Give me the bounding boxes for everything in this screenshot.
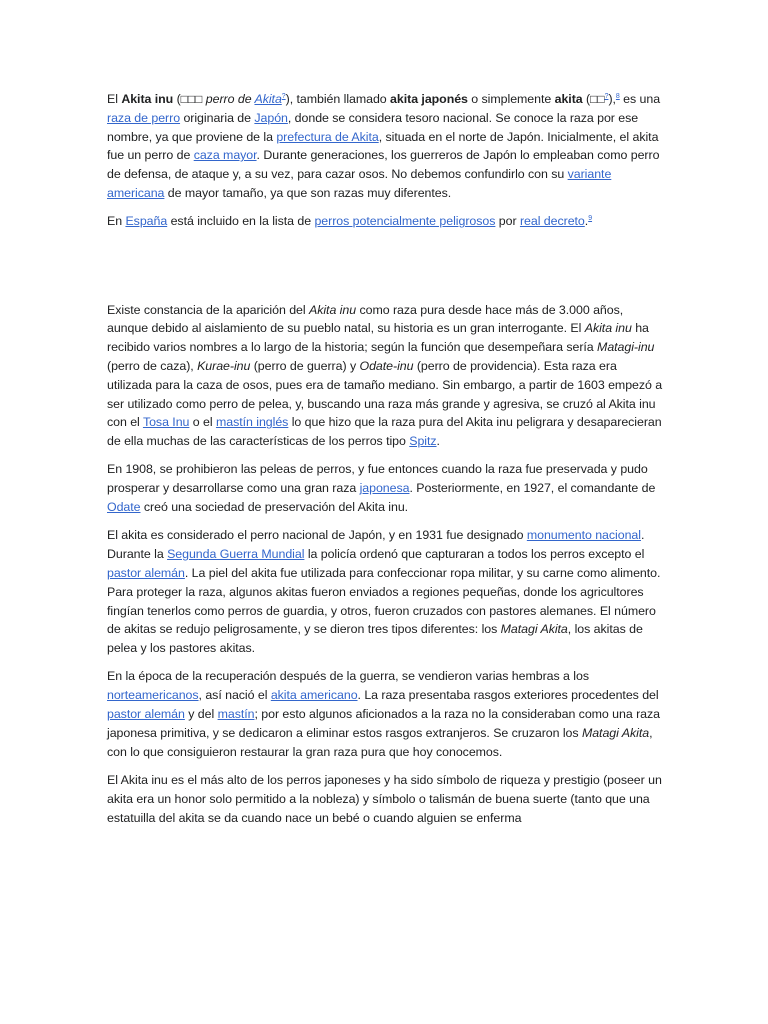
history-paragraph <box>107 301 663 451</box>
japanese-chars: □□□ <box>180 92 203 106</box>
link-real-decreto[interactable]: real decreto <box>519 214 585 229</box>
text: . <box>436 434 440 449</box>
text: ( <box>582 92 591 106</box>
text: El Akita inu es el más alto de los perros japoneses y ha sido símbolo de riqueza y prestigio (poseer un akita era un honor solo permitido a la nobleza) y símbolo o talismán de buena suerte (tanto que una estatuilla del akita se da cuando nace un bebé o cuando alguien se enferma <box>107 772 662 825</box>
intro-paragraph <box>107 90 663 203</box>
text: . <box>584 214 589 229</box>
article-body <box>107 90 663 837</box>
text: El <box>107 92 122 106</box>
text: ), <box>608 92 616 106</box>
link-segunda-guerra-mundial[interactable]: Segunda Guerra Mundial <box>167 547 305 562</box>
text: . Durante generaciones, los guerreros de Japón lo empleaban como perro de defensa, de ataque y, a su vez, para cazar osos. No debemos confundirlo con su <box>107 148 660 182</box>
spain-paragraph <box>107 212 663 231</box>
term-akita-japones: akita japonés <box>390 92 468 106</box>
text: En <box>107 214 126 229</box>
reference-link-9[interactable]: 9 <box>588 215 593 223</box>
text: está incluido en la lista de <box>167 214 315 229</box>
text: ), también llamado <box>285 92 391 106</box>
text: ( <box>173 92 181 106</box>
link-mastin[interactable]: mastín <box>217 707 255 722</box>
text: El akita es considerado el perro nacional de Japón, y en 1931 fue designado <box>107 528 527 543</box>
text: (perro de caza), <box>107 358 198 373</box>
text: lo que hizo que la raza pura del Akita inu peligrara y desaparecieran de ella muchas de las características de los perros tipo <box>107 415 662 449</box>
text: , con lo que consiguieron restaurar la gran raza pura que hoy conocemos. <box>107 725 653 759</box>
year-1908-paragraph <box>107 460 663 516</box>
term-matagi-inu: Matagi-inu <box>597 340 655 355</box>
text: , los akitas de pelea y los pastores akitas. <box>107 622 643 656</box>
text: . La piel del akita fue utilizada para confeccionar ropa militar, y su carne como alimento. Para proteger la raza, algunos akitas fueron enviados a regiones pequeñas, donde los agricultores fingían tenerlos como perros de guardia, y otros, fueron cruzados con pastores alemanes. El número de akitas se redujo peligrosamente, y se dieron tres tipos diferentes: los <box>107 565 661 637</box>
text: perro de <box>202 92 255 106</box>
reference-link-8[interactable]: 8 <box>615 92 620 100</box>
text: o simplemente <box>467 92 555 106</box>
text: como raza pura desde hace más de 3.000 años, aunque debido al aislamiento de su pueblo natal, su historia es un gran interrogante. El <box>107 302 624 336</box>
text: o el <box>189 415 216 430</box>
text: , así nació el <box>198 688 271 703</box>
link-akita[interactable]: Akita <box>254 92 282 106</box>
link-espana[interactable]: España <box>125 214 168 229</box>
link-variante-americana[interactable]: variante americana <box>107 167 612 200</box>
text: de mayor tamaño, ya que son razas muy diferentes. <box>164 185 452 200</box>
text: En 1908, se prohibieron las peleas de perros, y fue entonces cuando la raza fue preservada y pudo prosperar y desarrollarse como una gran raza <box>107 462 648 496</box>
term-kurae-inu: Kurae-inu <box>197 358 251 373</box>
text: y del <box>184 707 218 722</box>
link-norteamericanos[interactable]: norteamericanos <box>107 688 199 703</box>
text: por <box>495 214 520 229</box>
help-link[interactable]: ? <box>281 92 286 100</box>
term-akita-inu: Akita inu <box>121 92 174 106</box>
link-akita-americano[interactable]: akita americano <box>270 688 358 703</box>
link-spitz[interactable]: Spitz <box>409 434 437 449</box>
term-odate-inu: Odate-inu <box>359 358 414 373</box>
link-perros-potencialmente-peligrosos[interactable]: perros potencialmente peligrosos <box>314 214 496 229</box>
term-matagi-akita: Matagi Akita <box>500 622 568 637</box>
text: . La raza presentaba rasgos exteriores procedentes del <box>357 688 659 703</box>
link-mastin-ingles[interactable]: mastín inglés <box>215 415 289 430</box>
text: . Posteriormente, en 1927, el comandante de <box>409 481 656 496</box>
text: , situada en el norte de Japón. Inicialmente, el akita fue un perro de <box>107 129 659 163</box>
text: es una <box>619 92 661 106</box>
link-caza-mayor[interactable]: caza mayor <box>193 148 257 163</box>
term-matagi-akita: Matagi Akita <box>581 725 650 740</box>
japanese-chars: □□ <box>590 92 605 106</box>
text: , donde se considera tesoro nacional. Se conoce la raza por ese nombre, ya que proviene de la <box>107 110 639 144</box>
link-prefectura-de-akita[interactable]: prefectura de Akita <box>276 129 379 144</box>
link-pastor-aleman[interactable]: pastor alemán <box>107 565 185 580</box>
help-link[interactable]: ? <box>604 92 609 100</box>
link-japon[interactable]: Japón <box>254 110 288 125</box>
link-pastor-aleman[interactable]: pastor alemán <box>107 707 185 722</box>
text: ha recibido varios nombres a lo largo de la historia; según la función que desempeñara sería <box>107 321 649 355</box>
text: creó una sociedad de preservación del Akita inu. <box>140 500 409 515</box>
tallest-paragraph <box>107 771 663 827</box>
year-1931-paragraph <box>107 526 663 658</box>
text: ; por esto algunos aficionados a la raza no la consideraban como una raza japonesa primitiva, y se dedicaron a eliminar estos rasgos extranjeros. Se cruzaron los <box>107 707 660 740</box>
text: . Durante la <box>107 528 645 562</box>
link-monumento-nacional[interactable]: monumento nacional <box>526 528 641 543</box>
text: En la época de la recuperación después de la guerra, se vendieron varias hembras a los <box>107 669 589 684</box>
term-akita-inu: Akita inu <box>308 302 357 317</box>
text: (perro de guerra) y <box>250 358 360 373</box>
text: originaria de <box>180 110 255 125</box>
section-gap <box>107 241 663 301</box>
text: la policía ordenó que capturaran a todos los perros excepto el <box>304 547 645 562</box>
recovery-paragraph <box>107 667 663 761</box>
text: Existe constancia de la aparición del <box>107 302 309 317</box>
link-odate[interactable]: Odate <box>107 500 141 515</box>
term-akita: akita <box>554 92 583 106</box>
term-akita-inu: Akita inu <box>584 321 632 336</box>
text: (perro de providencia). Esta raza era utilizada para la caza de osos, pues era de tamaño mediano. Sin embargo, a partir de 1603 empezó a ser utilizado como perro de pelea, y, buscando una raza más grande y agresiva, se cruzó al Akita inu con el <box>107 358 663 430</box>
link-tosa-inu[interactable]: Tosa Inu <box>142 415 190 430</box>
link-raza-de-perro[interactable]: raza de perro <box>107 110 181 125</box>
link-japonesa[interactable]: japonesa <box>359 481 410 496</box>
